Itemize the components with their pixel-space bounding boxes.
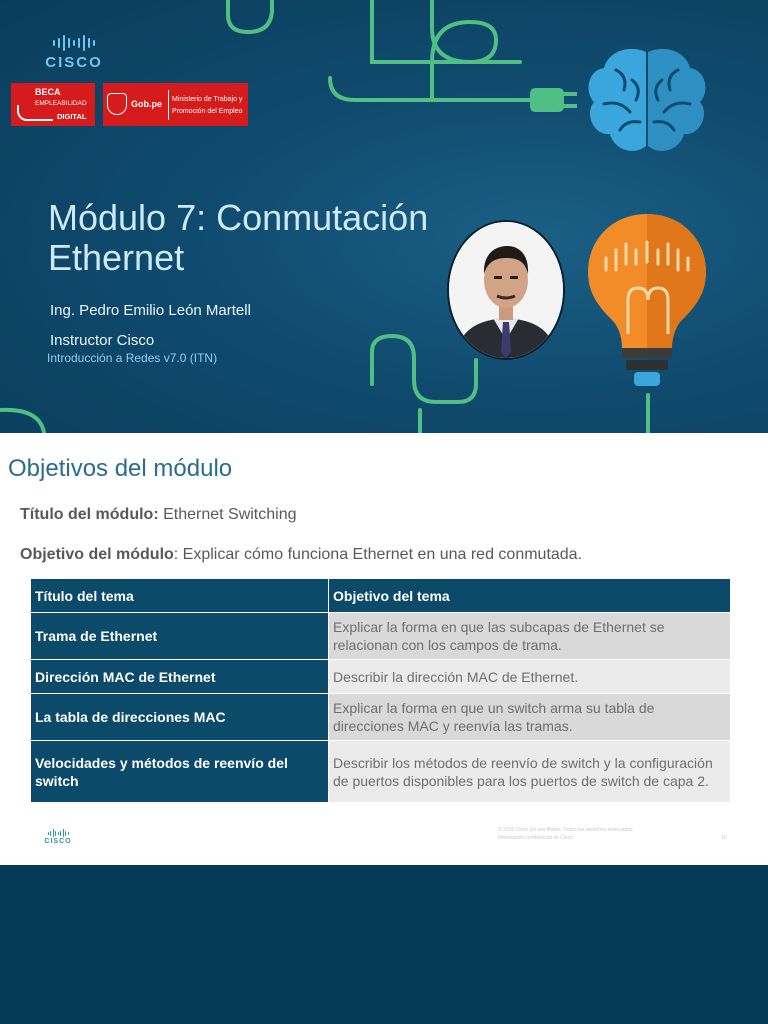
- objective-cell: Explicar la forma en que un switch arma su tabla de direcciones MAC y reenvía las tramas.: [329, 694, 731, 741]
- module-objective-line: [20, 546, 582, 564]
- course-name: Introducción a Redes v7.0 (ITN): [47, 351, 218, 365]
- page-number: 10: [721, 835, 727, 841]
- objective-cell: Explicar la forma en que las subcapas de Ethernet se relacionan con los campos de trama.: [329, 613, 731, 660]
- lightbulb-icon: [588, 214, 706, 386]
- copyright-line: © 2016 Cisco y/o sus filiales. Todos los derechos reservados.: [498, 827, 634, 833]
- presenter-role: Instructor Cisco: [50, 332, 155, 349]
- table-row: [31, 660, 731, 694]
- column-header-objective: Objetivo del tema: [329, 579, 731, 613]
- module-title: Módulo 7: Conmutación Ethernet: [48, 197, 429, 278]
- presenter-portrait-icon: [449, 222, 563, 358]
- objective-cell: Describir los métodos de reenvío de switch y la configuración de puertos disponibles para los puertos de switch de capa 2.: [329, 741, 731, 803]
- column-header-topic: Título del tema: [31, 579, 329, 613]
- beca-empleabilidad-badge: [11, 83, 95, 126]
- confidential-line: Información confidencial de Cisco: [498, 835, 573, 841]
- module-objective-label: Objetivo del módulo: [20, 546, 174, 563]
- table-header-row: [31, 579, 731, 613]
- footer-copyright: [498, 826, 634, 842]
- coat-of-arms-icon: [107, 93, 127, 115]
- footer-logo-text: CISCO: [44, 838, 72, 845]
- topic-cell: Velocidades y métodos de reenvío del switch: [31, 741, 329, 803]
- badge-text: Ministerio de Trabajo y Promoción del Empleo: [172, 96, 243, 115]
- objectives-slide: [0, 433, 768, 865]
- badge-text: EMPLEABILIDAD: [35, 100, 87, 107]
- cisco-logo-text: CISCO: [45, 54, 103, 71]
- cisco-bars-icon: [42, 829, 74, 837]
- beca-swoosh-icon: [17, 105, 53, 121]
- topic-cell: La tabla de direcciones MAC: [31, 694, 329, 741]
- topic-cell: Dirección MAC de Ethernet: [31, 660, 329, 694]
- cisco-logo: [36, 34, 112, 70]
- module-title-value: Ethernet Switching: [158, 506, 297, 523]
- topic-cell: Trama de Ethernet: [31, 613, 329, 660]
- table-row: [31, 694, 731, 741]
- footer-cisco-logo: [42, 829, 74, 845]
- objective-cell: Describir la dirección MAC de Ethernet.: [329, 660, 731, 694]
- gob-pe-badge: [103, 83, 248, 126]
- empty-background-area: [0, 865, 768, 1024]
- table-row: [31, 613, 731, 660]
- table-row: [31, 741, 731, 803]
- presenter-photo: [447, 220, 565, 360]
- badge-text: Gob.pe: [131, 99, 162, 109]
- title-slide: [0, 0, 768, 433]
- badge-text: BECA: [35, 87, 61, 97]
- module-objective-value: : Explicar cómo funciona Ethernet en una red conmutada.: [173, 546, 583, 563]
- module-title-line: [20, 506, 297, 524]
- presenter-name: Ing. Pedro Emilio León Martell: [50, 302, 251, 319]
- divider: [168, 90, 169, 120]
- badge-text: DIGITAL: [57, 112, 87, 121]
- plug-icon: [530, 88, 577, 112]
- topics-table: [30, 578, 731, 803]
- brain-icon: [589, 49, 706, 151]
- slide-title: Objetivos del módulo: [8, 455, 233, 482]
- cisco-bars-icon: [36, 34, 112, 51]
- module-title-label: Título del módulo:: [20, 506, 159, 523]
